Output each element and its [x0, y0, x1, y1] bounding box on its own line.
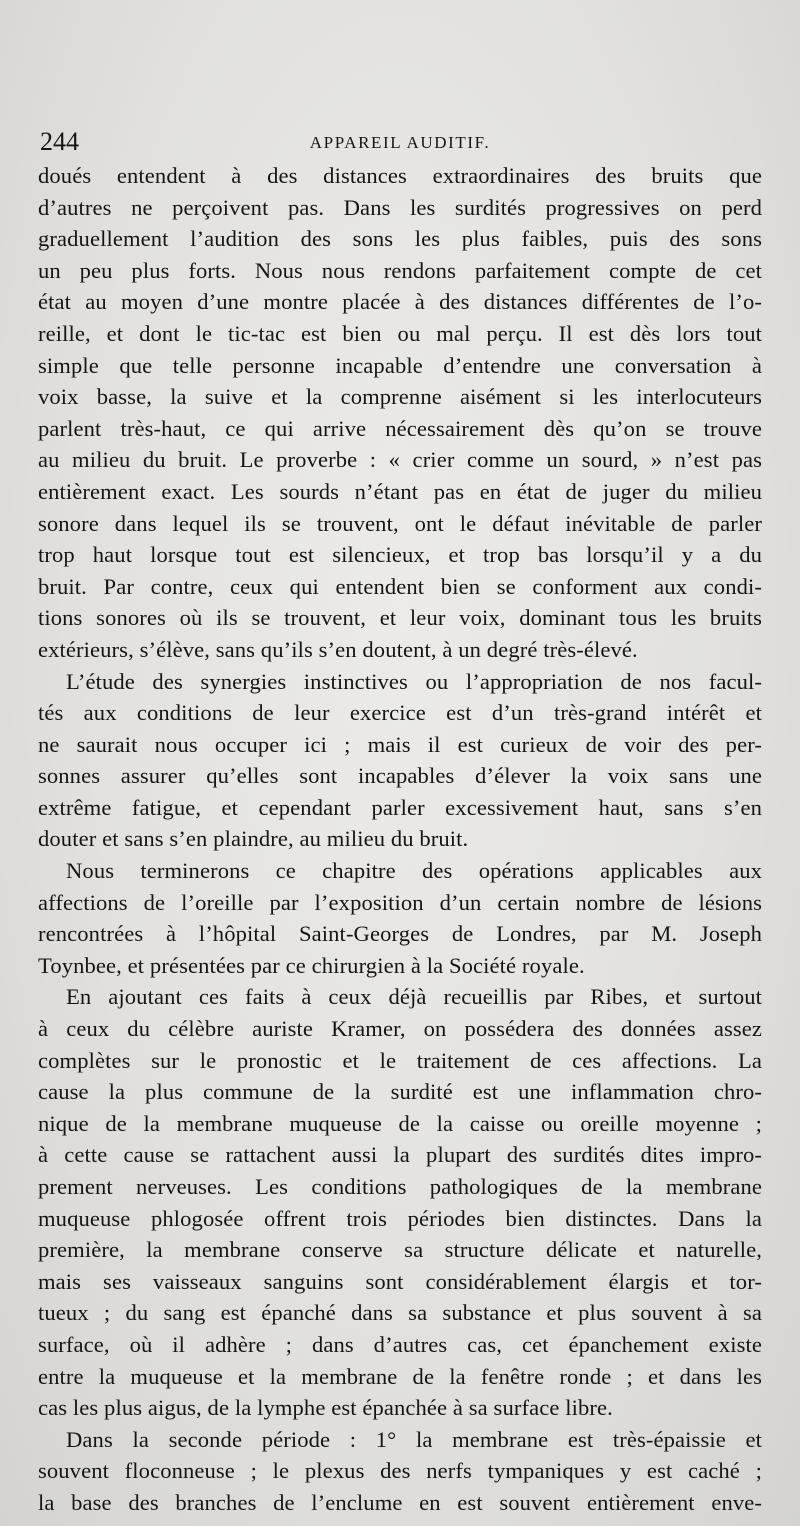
text-line: un peu plus forts. Nous nous rendons parfaitement compte de cet	[38, 257, 762, 283]
text-line: Nous terminerons ce chapitre des opérations applicables aux	[66, 858, 762, 884]
text-line: d’autres ne perçoivent pas. Dans les surdités progressives on perd	[38, 194, 762, 220]
text-line: sonore dans lequel ils se trouvent, ont le défaut inévitable de parler	[38, 510, 762, 536]
text-line: mais ses vaisseaux sanguins sont considérablement élargis et tor-	[38, 1268, 762, 1294]
text-line: à cette cause se rattachent aussi la plupart des surdités dites impro-	[38, 1142, 762, 1168]
text-line: trop haut lorsque tout est silencieux, et trop bas lorsqu’il y a du	[38, 542, 762, 568]
text-line: cas les plus aigus, de la lymphe est épanchée à sa surface libre.	[38, 1395, 613, 1421]
text-line: état au moyen d’une montre placée à des distances différentes de l’o-	[38, 289, 762, 315]
text-line: doués entendent à des distances extraordinaires des bruits que	[38, 163, 762, 188]
text-line: première, la membrane conserve sa structure délicate et naturelle,	[38, 1237, 762, 1263]
text-line: prement nerveuses. Les conditions pathologiques de la membrane	[38, 1174, 762, 1199]
text-line: simple que telle personne incapable d’entendre une conversation à	[38, 352, 762, 378]
text-line: tés aux conditions de leur exercice est d’un très-grand intérêt et	[38, 700, 762, 726]
text-line: Dans la seconde période : 1° la membrane est très-épaissie et	[66, 1426, 762, 1452]
running-title: APPAREIL AUDITIF.	[309, 133, 491, 152]
body-text	[38, 160, 762, 1519]
text-line: nique de la membrane muqueuse de la caisse ou oreille moyenne ;	[38, 1110, 762, 1136]
text-line: douter et sans s’en plaindre, au milieu du bruit.	[38, 826, 469, 852]
text-line: affections de l’oreille par l’exposition d’un certain nombre de lésions	[38, 889, 762, 915]
text-line: Toynbee, et présentées par ce chirurgien à la Société royale.	[38, 952, 585, 978]
text-line: entre la muqueuse et la membrane de la fenêtre ronde ; et dans les	[38, 1363, 762, 1389]
text-line: parlent très-haut, ce qui arrive nécessairement dès qu’on se trouve	[38, 415, 762, 441]
text-line: extérieurs, s’élève, sans qu’ils s’en doutent, à un degré très-élevé.	[38, 636, 638, 662]
text-line: L’étude des synergies instinctives ou l’appropriation de nos facul-	[66, 668, 762, 694]
text-line: au milieu du bruit. Le proverbe : « crier comme un sourd, » n’est pas	[38, 447, 762, 473]
text-line: sonnes assurer qu’elles sont incapables d’élever la voix sans une	[38, 763, 762, 789]
running-head	[40, 126, 760, 158]
text-line: En ajoutant ces faits à ceux déjà recueillis par Ribes, et surtout	[66, 984, 762, 1010]
text-line: tions sonores où ils se trouvent, et leur voix, dominant tous les bruits	[38, 605, 762, 631]
text-line: tueux ; du sang est épanché dans sa substance et plus souvent à sa	[38, 1300, 762, 1326]
text-line: voix basse, la suive et la comprenne aisément si les interlocuteurs	[38, 384, 762, 410]
text-line: extrême fatigue, et cependant parler excessivement haut, sans s’en	[38, 794, 762, 820]
text-line: graduellement l’audition des sons les plus faibles, puis des sons	[38, 226, 762, 252]
text-line: cause la plus commune de la surdité est une inflammation chro-	[38, 1079, 762, 1105]
text-line: la base des branches de l’enclume en est souvent entièrement enve-	[38, 1489, 762, 1515]
text-line: rencontrées à l’hôpital Saint-Georges de Londres, par M. Joseph	[38, 921, 762, 947]
text-line: reille, et dont le tic-tac est bien ou mal perçu. Il est dès lors tout	[38, 320, 762, 346]
text-line: entièrement exact. Les sourds n’étant pas en état de juger du milieu	[38, 478, 762, 504]
text-line: souvent floconneuse ; le plexus des nerfs tympaniques y est caché ;	[38, 1458, 762, 1484]
text-line: surface, où il adhère ; dans d’autres cas, cet épanchement existe	[38, 1331, 762, 1357]
text-line: bruit. Par contre, ceux qui entendent bien se conforment aux condi-	[38, 573, 762, 599]
text-line: à ceux du célèbre auriste Kramer, on possédera des données assez	[38, 1016, 762, 1042]
page-number: 244	[40, 127, 79, 156]
text-line: muqueuse phlogosée offrent trois périodes bien distinctes. Dans la	[38, 1205, 762, 1231]
text-line: complètes sur le pronostic et le traitement de ces affections. La	[38, 1047, 762, 1073]
text-line: ne saurait nous occuper ici ; mais il est curieux de voir des per-	[38, 731, 762, 757]
